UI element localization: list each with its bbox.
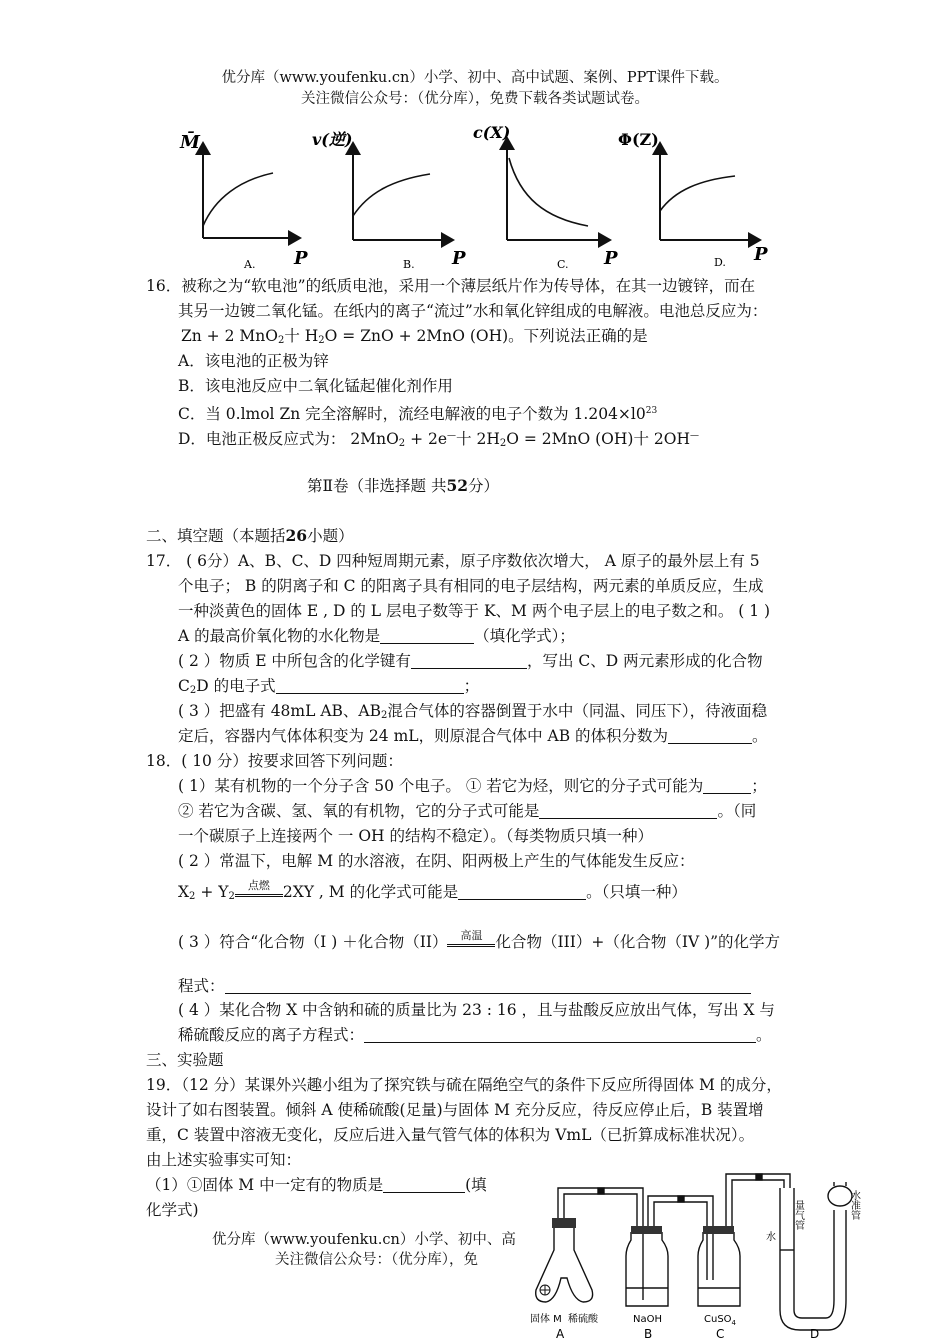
- dilute-acid-label: 稀硫酸: [568, 1314, 598, 1325]
- section-2-score: 52: [446, 476, 469, 495]
- q17-line-8: [178, 726, 768, 746]
- q18-line-2: [178, 776, 767, 796]
- q18-l2-b: ；: [751, 777, 767, 795]
- footer-line-2: 关注微信公众号：（优分库），免: [275, 1252, 478, 1268]
- water-label: 水: [766, 1232, 776, 1243]
- fill-title-a: 二、填空题（本题括: [146, 527, 286, 545]
- q17-blank-4[interactable]: [668, 728, 752, 744]
- graph-b-caption: B.: [403, 258, 415, 271]
- graph-a-caption: A.: [244, 258, 256, 271]
- q17-blank-1[interactable]: [380, 628, 474, 644]
- q19-blank-1[interactable]: [383, 1177, 465, 1193]
- graph-c-caption: C.: [557, 258, 569, 271]
- graph-a-xlabel: P: [294, 248, 308, 269]
- label-d: D: [810, 1327, 820, 1340]
- graph-b-xlabel: P: [452, 248, 466, 269]
- q16-d-1: D．电池正极反应式为： 2MnO: [178, 430, 399, 448]
- q16-equation: Zn + 2 MnO$_2$十 $H_2O$ = ZnO + 2MnO (OH)。下列说法正确的是: [181, 327, 648, 346]
- q16-option-c: [178, 401, 657, 424]
- q19-line-4: 由上述实验事实可知：: [146, 1151, 302, 1169]
- q19-line-6: 化学式): [146, 1201, 199, 1219]
- q17-l4-b: （填化学式）；: [474, 627, 575, 645]
- graph-c-curve: [509, 158, 588, 226]
- q18-blank-5[interactable]: [364, 1027, 756, 1043]
- q19-line-5: [146, 1175, 487, 1195]
- q18-l3-b: 。（同: [717, 802, 757, 820]
- q18-blank-2[interactable]: [539, 803, 717, 819]
- experiment-section-title: 三、实验题: [146, 1051, 224, 1069]
- q16-option-a: A．该电池的正极为锌: [178, 352, 329, 370]
- high-temp-condition: 高温: [460, 929, 483, 942]
- q18-l7-b: 化合物（III）+（化合物（IV )”的化学方: [495, 933, 781, 951]
- q17-l5-b: ，写出 C、D 两元素形成的化合物: [526, 652, 763, 670]
- q16-d-2: + 2e: [405, 430, 448, 448]
- q19-line-3: 重，C 装置中溶液无变化，反应后进入量气管气体的体积为 VmL（已折算成标准状况）。: [146, 1126, 755, 1144]
- q18-line-10: [178, 1025, 772, 1045]
- q16-d-3: 十 2H: [456, 430, 500, 448]
- q16-option-b: B．该电池反应中二氧化锰起催化剂作用: [178, 377, 453, 395]
- label-a: A: [556, 1327, 565, 1340]
- graph-c-xlabel: P: [604, 248, 618, 269]
- fill-section-title: [146, 526, 354, 546]
- q18-l10-a: 稀硫酸反应的离子方程式：: [178, 1026, 365, 1044]
- graph-d-xlabel: P: [754, 244, 768, 265]
- q16-line-1: 16．被称之为“软电池”的纸质电池，采用一个薄层纸片作为传导体，在其一边镀锌，而在: [146, 277, 756, 295]
- q16-eq-b: 十 H: [284, 327, 319, 345]
- q17-line-1: 17． ( 6分）A、B、C、D 四种短周期元素，原子序数依次增大， A 原子的最外层上有 5: [146, 552, 760, 570]
- graph-a: [179, 131, 308, 271]
- q18-line-8: [178, 976, 751, 996]
- q17-l7-b: 混合气体的容器倒置于水中（同温、同压下），待液面稳: [387, 702, 768, 720]
- q17-l6-a: C: [178, 677, 190, 695]
- q17-line-4: [178, 626, 575, 646]
- q18-blank-3[interactable]: [458, 884, 586, 900]
- y-tube-a: [536, 1228, 593, 1302]
- graph-d-caption: D.: [714, 256, 726, 269]
- q17-l6-c: ；: [463, 677, 480, 695]
- footer-line-1: 优分库（www.youfenku.cn）小学、初中、高: [212, 1232, 516, 1248]
- q18-l10-b: 。: [756, 1026, 772, 1044]
- naoh-label: NaOH: [633, 1314, 662, 1325]
- q16-d-4: O = 2MnO (OH)十 2OH: [506, 430, 690, 448]
- graph-c-ylabel: c(X): [473, 123, 511, 142]
- gas-burette: [780, 1188, 846, 1330]
- q17-blank-3[interactable]: [276, 678, 464, 694]
- graph-c: [473, 123, 618, 271]
- q16-option-d: D．电池正极反应式为： 2MnO$_2$ + 2e—十 $2H_2O = 2MnO$ (OH)十 2OH—: [178, 430, 699, 449]
- q18-l7-a: ( 3 ）符合“化合物（I ) ＋化合物（II）: [178, 933, 448, 951]
- q19-line-1: 19．（12 分）某课外兴趣小组为了探究铁与硫在隔绝空气的条件下反应所得固体 M 的成分，: [146, 1076, 782, 1094]
- q16-eq-a: Zn + 2 MnO: [181, 327, 278, 345]
- apparatus-diagram: [528, 1160, 873, 1340]
- graph-b-ylabel: v(逆): [312, 130, 353, 149]
- high-temp-condition-arrow: [447, 929, 495, 952]
- section-2-title-c: 分）: [468, 477, 500, 495]
- header-line-2: 关注微信公众号：（优分库），免费下载各类试题试卷。: [301, 91, 649, 107]
- q17-l5-a: ( 2 ）物质 E 中所包含的化学键有: [178, 652, 411, 670]
- graph-row: [170, 118, 810, 278]
- q19-l5-a: （1）①固体 M 中一定有的物质是: [146, 1176, 384, 1194]
- q18-blank-1[interactable]: [703, 778, 751, 794]
- q17-line-3: 一种淡黄色的固体 E , D 的 L 层电子数等于 K、M 两个电子层上的电子数之和。 ( 1 ): [178, 602, 771, 620]
- q18-l6-c: 2XY , M 的化学式可能是: [282, 883, 459, 901]
- q19-line-2: 设计了如右图装置。倾斜 A 使稀硫酸(足量)与固体 M 充分反应，待反应停止后，B 装置增: [146, 1101, 764, 1119]
- q17-line-6: $C_2D$ 的电子式 ；: [178, 677, 480, 696]
- q19-l5-b: (填: [465, 1176, 487, 1194]
- q17-l4-a: A 的最高价氧化物的水化物是: [178, 627, 381, 645]
- graph-d-curve: [660, 176, 735, 211]
- label-c: C: [716, 1327, 725, 1340]
- level-tube-label: 水准管: [848, 1190, 860, 1220]
- section-2-title: [307, 476, 499, 496]
- label-b: B: [644, 1327, 653, 1340]
- graph-a-ylabel: M̄: [180, 132, 200, 153]
- q18-line-4: 一个碳原子上连接两个 一 OH 的结构不稳定）。（每类物质只填一种）: [178, 827, 654, 845]
- q17-l8-a: 定后，容器内气体体积变为 24 mL，则原混合气体中 AB 的体积分数为: [178, 727, 669, 745]
- graph-d-ylabel: Φ(Z): [618, 130, 659, 149]
- q18-line-5: ( 2 ）常温下，电解 M 的水溶液，在阴、阳两极上产生的气体能发生反应：: [178, 852, 695, 870]
- graph-b: [312, 130, 466, 271]
- q16-c-sup: 23: [645, 406, 658, 416]
- graph-b-curve: [353, 174, 430, 216]
- q17-l6-b: D 的电子式: [196, 677, 276, 695]
- q18-line-6: $X_2 + Y_2$ 点燃 2XY , M 的化学式可能是 。（只填一种）: [178, 882, 687, 907]
- solid-m-label: 固体 M: [530, 1314, 562, 1325]
- q16-eq-c: O = ZnO + 2MnO (OH)。下列说法正确的是: [324, 327, 648, 345]
- q16-c-text: C．当 0.lmol Zn 完全溶解时，流经电解液的电子个数为 1.204×l0: [178, 405, 646, 423]
- q17-l8-b: 。: [752, 727, 768, 745]
- q17-line-7: ( 3 ）把盛有 48mL AB、$AB_2$混合气体的容器倒置于水中（同温、同压下），待液面稳: [178, 702, 768, 721]
- q18-line-3: [178, 801, 756, 821]
- graph-d: [618, 130, 768, 269]
- gas-tube-label: 量气管: [792, 1200, 804, 1230]
- q18-l6-b: + Y: [195, 883, 229, 901]
- fill-title-c: 小题）: [307, 527, 354, 545]
- q18-line-7: [178, 929, 781, 952]
- q18-l2-a: ( 1）某有机物的一个分子含 50 个电子。 ① 若它为烃，则它的分子式可能为: [178, 777, 704, 795]
- ignite-condition-arrow: [235, 879, 283, 902]
- q18-l6-a: X: [178, 883, 190, 901]
- header-line-1: 优分库（www.youfenku.cn）小学、初中、高中试题、案例、PPT课件下载。: [221, 70, 729, 86]
- q16-line-2: 其另一边镀二氧化锰。在纸内的离子“流过”水和氧化锌组成的电解液。电池总反应为：: [178, 302, 768, 320]
- graph-a-curve: [203, 173, 273, 226]
- cuso4-label: CuSO$_4$: [704, 1314, 737, 1327]
- q18-l8: 程式：: [178, 977, 225, 995]
- q18-blank-4[interactable]: [225, 978, 751, 994]
- ignite-condition: 点燃: [247, 879, 270, 892]
- q18-l6-d: 。（只填一种）: [586, 883, 687, 901]
- q18-line-9: ( 4 ）某化合物 X 中含钠和硫的质量比为 23 : 16 ，且与盐酸反应放出气体，写出 X 与: [178, 1001, 775, 1019]
- q18-line-1: 18．( 10 分）按要求回答下列问题：: [146, 752, 403, 770]
- q17-line-5: [178, 651, 763, 671]
- section-2-title-a: 第Ⅱ卷（非选择题 共: [307, 477, 447, 495]
- q17-l7-a: ( 3 ）把盛有 48mL AB、AB: [178, 702, 381, 720]
- q17-blank-2[interactable]: [411, 653, 527, 669]
- q18-l3-a: ② 若它为含碳、氢、氧的有机物，它的分子式可能是: [178, 802, 540, 820]
- bottle-b: [626, 1232, 668, 1306]
- bottle-c: [698, 1232, 740, 1306]
- fill-title-count: 26: [285, 526, 308, 545]
- q17-line-2: 个电子； B 的阴离子和 C 的阳离子具有相同的电子层结构，两元素的单质反应，生成: [178, 577, 764, 595]
